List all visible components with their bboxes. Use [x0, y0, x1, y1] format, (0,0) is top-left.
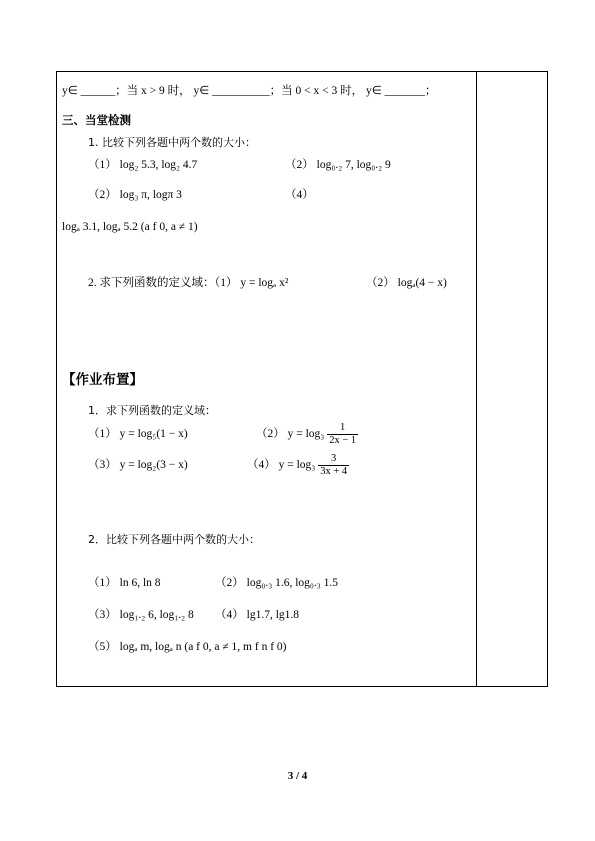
homework-q1-item2-fraction	[327, 422, 358, 447]
homework-q1-item4	[247, 451, 349, 479]
homework-q1-prompt: 1．求下列函数的定义域：	[88, 404, 216, 417]
practice-q1-item1: （1） log₂ 5.3, log₂ 4.7	[88, 159, 198, 171]
answer-blanks-line: y∈ ______；当 x > 9 时， y∈ __________；当 0 < x < 3 时， y∈ _______；	[62, 85, 437, 97]
homework-q2-item3: （3） log₁.₂ 6, log₁.₂ 8	[88, 609, 194, 621]
practice-q1-prompt: 1. 比较下列各题中两个数的大小：	[88, 136, 256, 149]
homework-q2-item5: （5） logₐ m, logₐ n (a f 0, a ≠ 1, m f n f 0)	[88, 641, 287, 653]
homework-q1-item4-prefix: （4） y = log₃	[247, 459, 316, 471]
practice-q1-item2: （2） log₀.₂ 7, log₀.₂ 9	[285, 159, 391, 171]
fraction-denominator: 2x − 1	[329, 434, 357, 446]
homework-q2-item1: （1） ln 6, ln 8	[88, 577, 161, 589]
homework-q2-item2: （2） log₀.₃ 1.6, log₀.₃ 1.5	[215, 577, 339, 589]
practice-q1-item4-label: （4）	[285, 189, 314, 201]
practice-q2-prompt: 2. 求下列函数的定义域：（1） y = logₐ x²	[88, 277, 289, 289]
fraction-numerator: 3	[331, 452, 337, 464]
homework-q2-item4: （4） lg1.7, lg1.8	[215, 609, 300, 621]
practice-q2-item2: （2） logₐ(4 − x)	[366, 277, 447, 289]
homework-q1-item2-prefix: （2） y = log₃	[256, 428, 325, 440]
homework-q2-prompt: 2．比较下列各题中两个数的大小：	[88, 533, 260, 546]
column-divider	[476, 71, 477, 687]
homework-q1-item4-fraction	[318, 453, 349, 478]
homework-q1-item1: （1） y = log₅(1 − x)	[88, 428, 188, 440]
homework-heading: 【作业布置】	[62, 372, 143, 388]
practice-q1-item3: （2） log₃ π, logπ 3	[88, 189, 182, 201]
homework-q1-item3: （3） y = log₂(3 − x)	[88, 459, 188, 471]
section-heading-practice: 三、当堂检测	[62, 113, 131, 127]
homework-q1-item2	[256, 420, 358, 448]
page-number: 3 / 4	[287, 770, 308, 782]
practice-q1-item4-expr: logₐ 3.1, logₐ 5.2 (a f 0, a ≠ 1)	[62, 221, 198, 233]
fraction-denominator: 3x + 4	[320, 465, 348, 477]
fraction-numerator: 1	[340, 421, 346, 433]
